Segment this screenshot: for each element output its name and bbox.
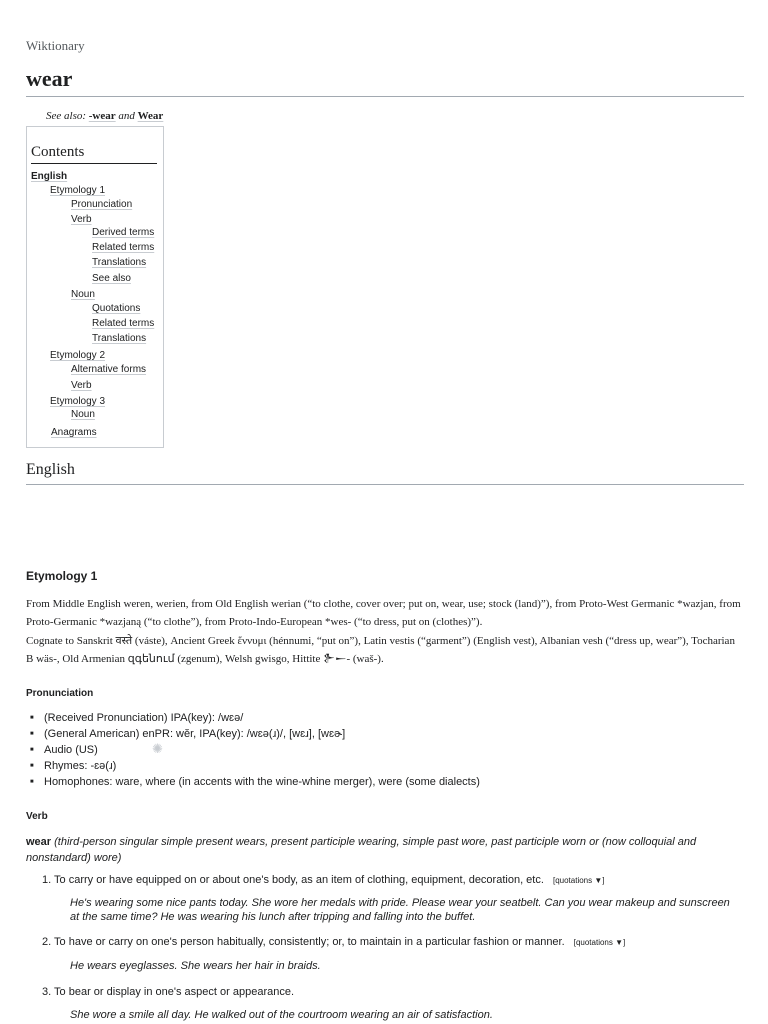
list-item-audio[interactable]: ■ Audio (US) [30, 742, 480, 758]
toc-item-verb[interactable]: Verb [71, 214, 92, 225]
toc-item-noun[interactable]: Noun [71, 289, 95, 300]
definition-text: To bear or display in one's aspect or appearance. [54, 986, 295, 998]
definition-number: 2. [42, 936, 52, 948]
etymology-paragraph-1: From Middle English weren, werien, from Old English werian (“to clothe, cover over; put on, wear, use; stock (land)”), from Proto-West Germanic *wazjan, from Proto-Germanic *wazjaną (“to clothe”), from Proto-Indo-European *wes- (“to dress, put on (clothes)”). [26, 598, 741, 628]
heading-pronunciation: Pronunciation [26, 688, 94, 699]
toc-item-translations[interactable]: Translations [92, 257, 147, 268]
usage-example-1: He's wearing some nice pants today. She wore her medals with pride. Please wear your seatbelt. Can you wear makeup and sunscreen at the same time? He was wearing his lunch after tripping and falling into the buffet. [70, 897, 730, 923]
usage-example-2: He wears eyeglasses. She wears her hair in braids. [70, 960, 321, 972]
definition-text: To carry or have equipped on or about one's body, as an item of clothing, equipment, decoration, etc. [54, 874, 544, 886]
toc-item-english[interactable]: English [31, 171, 68, 182]
toc-item-noun-2[interactable]: Noun [71, 409, 95, 420]
toc-divider [31, 163, 157, 164]
toc-item-anagrams[interactable]: Anagrams [51, 427, 97, 438]
definition-number: 3. [42, 986, 52, 998]
toc-item-alternative-forms[interactable]: Alternative forms [71, 364, 147, 375]
definition-1 [26, 873, 744, 888]
site-name[interactable]: Wiktionary [26, 38, 85, 53]
toc-item-related-terms-2[interactable]: Related terms [92, 318, 155, 329]
pronunciation-list [30, 710, 480, 790]
quotations-toggle-button[interactable]: [quotations ▼] [573, 938, 626, 947]
toc-item-see-also[interactable]: See also [92, 273, 131, 284]
list-item: ■ Homophones: ware, where (in accents with the wine-whine merger), were (some dialects) [30, 774, 480, 790]
title-divider [26, 96, 744, 97]
page-title: wear [26, 66, 73, 91]
english-divider [26, 484, 744, 485]
heading-verb: Verb [26, 811, 48, 822]
toc-item-etymology-1[interactable]: Etymology 1 [50, 185, 106, 196]
see-also-link-wear[interactable]: Wear [137, 110, 164, 122]
toc-item-derived-terms[interactable]: Derived terms [92, 227, 155, 238]
see-also-note [46, 110, 163, 122]
definition-number: 1. [42, 874, 52, 886]
headword: wear [26, 836, 52, 848]
see-also-link-dash-wear[interactable]: -wear [88, 110, 116, 122]
definition-2 [26, 935, 744, 950]
toc-item-pronunciation[interactable]: Pronunciation [71, 199, 133, 210]
toc-title: Contents [31, 144, 85, 160]
toc-item-verb-2[interactable]: Verb [71, 380, 92, 391]
verb-headword-line [26, 834, 744, 866]
section-heading-english: English [26, 461, 75, 478]
usage-example-3: She wore a smile all day. He walked out of the courtroom wearing an air of satisfaction. [70, 1009, 493, 1021]
list-item: ■ (General American) enPR: wĕr, IPA(key): /wɛə(ɹ)/, [wɛɹ], [wɛɚ] [30, 726, 480, 742]
see-also-prefix: See also: [46, 110, 87, 122]
toc-item-etymology-3[interactable]: Etymology 3 [50, 396, 106, 407]
inflection-forms: (third-person singular simple present wears, present participle wearing, simple past wore, past participle worn or (now colloquial and nonstandard) wore) [26, 836, 697, 864]
loading-spinner-icon: ✺ [152, 741, 163, 756]
list-item: ■ Rhymes: -ɛə(ɹ) [30, 758, 480, 774]
see-also-and: and [118, 110, 135, 122]
toc-item-quotations[interactable]: Quotations [92, 303, 141, 314]
heading-etymology-1: Etymology 1 [26, 569, 98, 583]
toc-item-translations-2[interactable]: Translations [92, 333, 147, 344]
table-of-contents [26, 126, 164, 448]
quotations-toggle-button[interactable]: [quotations ▼] [552, 876, 605, 885]
definition-text: To have or carry on one's person habitually, consistently; or, to maintain in a particular fashion or manner. [54, 936, 565, 948]
etymology-paragraph-2: Cognate to Sanskrit वस्ते (váste), Ancient Greek ἕννυμι (hénnumi, “put on”), Latin vestis (“garment”) (English vest), Albanian vesh (“dress up, wear”), Tocharian B wäs-, Old Armenian զգենում (zgenum), Welsh gwisgo, Hittite 𒉿𒀸- (waš-). [26, 635, 735, 665]
list-item: ■ (Received Pronunciation) IPA(key): /wɛə/ [30, 710, 480, 726]
toc-item-etymology-2[interactable]: Etymology 2 [50, 350, 106, 361]
definition-3 [26, 985, 744, 999]
toc-item-related-terms[interactable]: Related terms [92, 242, 155, 253]
